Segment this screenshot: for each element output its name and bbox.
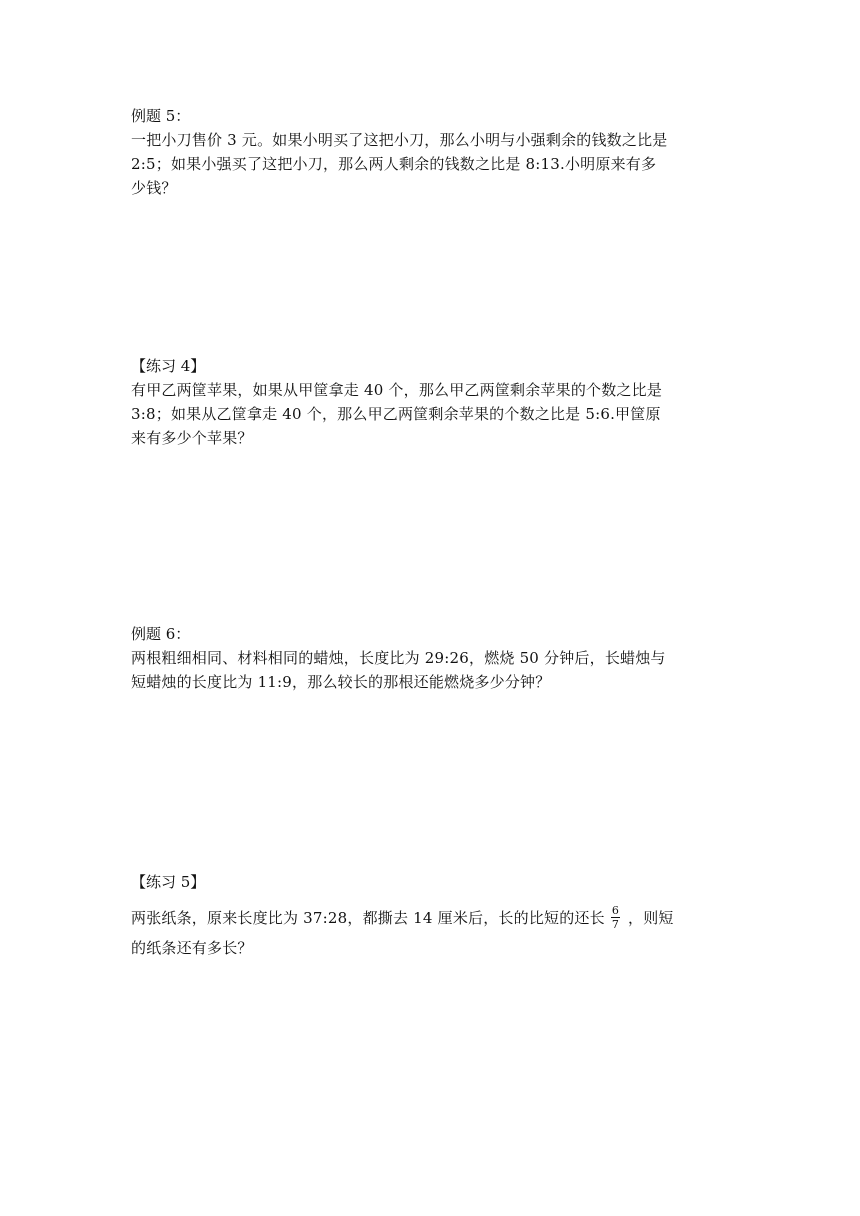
problem-line: 短蜡烛的长度比为 11:9，那么较长的那根还能燃烧多少分钟？ — [131, 673, 551, 691]
example-6-problem-text — [131, 646, 736, 694]
problem-line: 一把小刀售价 3 元。如果小明买了这把小刀，那么小明与小强剩余的钱数之比是 — [131, 131, 668, 149]
exercise-4-problem-text — [131, 378, 736, 450]
exercise-5-heading: 【练习 5】 — [131, 873, 206, 891]
exercise-4-heading: 【练习 4】 — [131, 357, 206, 375]
problem-line: 3:8；如果从乙筐拿走 40 个，那么甲乙两筐剩余苹果的个数之比是 5:6.甲筐原 — [131, 405, 661, 423]
example-5-heading: 例题 5： — [131, 107, 191, 125]
problem-text-before-fraction: 两张纸条，原来长度比为 37:28，都撕去 14 厘米后，长的比短的还长 — [131, 909, 605, 927]
fraction-numerator: 6 — [611, 903, 620, 917]
fraction-six-sevenths — [611, 905, 620, 930]
example-6-section — [131, 622, 736, 694]
problem-line: 少钱？ — [131, 179, 177, 197]
exercise-4-section — [131, 354, 736, 450]
example-5-problem-text — [131, 128, 736, 200]
problem-line: 的纸条还有多长？ — [131, 939, 253, 957]
example-5-section — [131, 104, 736, 200]
problem-line: 来有多少个苹果？ — [131, 429, 253, 447]
example-6-heading: 例题 6： — [131, 625, 191, 643]
fraction-denominator: 7 — [611, 917, 620, 931]
problem-line: 两根粗细相同、材料相同的蜡烛，长度比为 29:26，燃烧 50 分钟后，长蜡烛与 — [131, 649, 666, 667]
problem-text-after-fraction: ，则短 — [628, 909, 674, 927]
exercise-5-section — [131, 870, 736, 960]
problem-line: 有甲乙两筐苹果，如果从甲筐拿走 40 个，那么甲乙两筐剩余苹果的个数之比是 — [131, 381, 663, 399]
problem-line — [131, 904, 736, 932]
exercise-5-problem-text — [131, 904, 736, 960]
problem-line: 2:5；如果小强买了这把小刀，那么两人剩余的钱数之比是 8:13.小明原来有多 — [131, 155, 657, 173]
